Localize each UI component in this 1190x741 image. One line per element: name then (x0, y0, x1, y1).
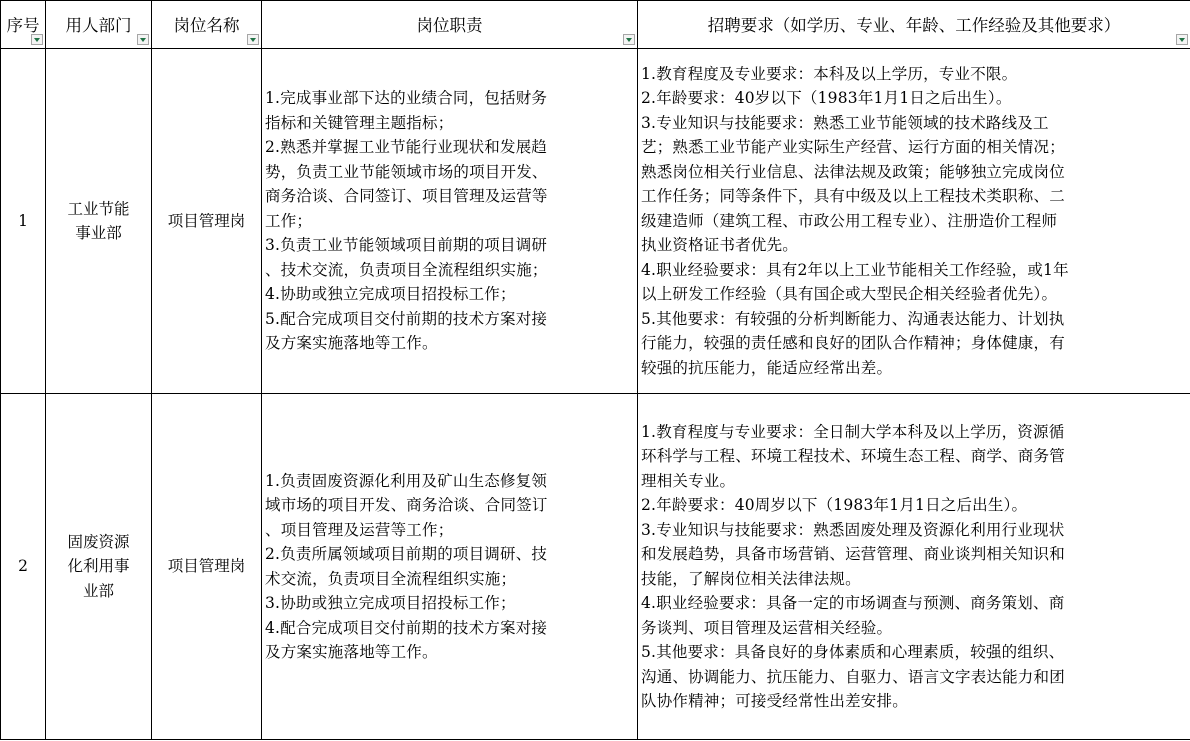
requirement-line: 4.职业经验要求：具有2年以上工业节能相关工作经验，或1年 (641, 260, 1069, 279)
header-requirements: 招聘要求（如学历、专业、年龄、工作经验及其他要求） (638, 1, 1190, 49)
requirement-line: 和发展趋势，具备市场营销、运营管理、商业谈判相关知识和 (641, 545, 1065, 563)
header-index: 序号 (1, 1, 46, 49)
duty-line: 域市场的项目开发、商务洽谈、合同签订 (265, 496, 548, 514)
requirement-line: 5.其他要求：有较强的分析判断能力、沟通表达能力、计划执 (641, 309, 1065, 328)
duty-line: 1.完成事业部下达的业绩合同，包括财务 (265, 89, 548, 108)
duty-line: 1.负责固废资源化利用及矿山生态修复领 (265, 471, 548, 490)
requirement-line: 3.专业知识与技能要求：熟悉工业节能领域的技术路线及工 (641, 113, 1049, 132)
requirement-line: 环科学与工程、环境工程技术、环境生态工程、商学、商务管 (641, 447, 1065, 465)
duty-line: 及方案实施落地等工作。 (265, 334, 438, 353)
header-duties: 岗位职责 (262, 1, 638, 49)
department-line: 固废资源 (67, 532, 130, 551)
header-position: 岗位名称 (152, 1, 262, 49)
index-text: 2 (18, 557, 28, 576)
header-department: 用人部门 (46, 1, 152, 49)
filter-dropdown-icon[interactable] (247, 34, 259, 45)
requirement-line: 执业资格证书者优先。 (641, 236, 799, 255)
requirement-line: 行能力，较强的责任感和良好的团队合作精神；身体健康，有 (641, 334, 1065, 353)
cell-index[interactable] (1, 394, 46, 740)
duty-line: 3.协助或独立完成项目招投标工作； (265, 594, 516, 612)
table-row (1, 394, 1190, 740)
cell-requirements[interactable] (638, 394, 1190, 740)
cell-index[interactable] (1, 49, 46, 394)
cell-requirements[interactable] (638, 49, 1190, 394)
duty-line: 、项目管理及运营等工作； (265, 520, 454, 539)
cell-department[interactable] (46, 49, 152, 394)
duty-line: 势，负责工业节能领域市场的项目开发、 (265, 162, 548, 181)
requirement-line: 熟悉岗位相关行业信息、法律法规及政策；能够独立完成岗位 (641, 162, 1065, 181)
department-line: 事业部 (75, 224, 122, 242)
table-row (1, 49, 1190, 394)
requirement-line: 工作任务；同等条件下，具有中级及以上工程技术类职称、二 (641, 187, 1065, 206)
requirement-line: 3.专业知识与技能要求：熟悉固废处理及资源化利用行业现状 (641, 520, 1065, 539)
requirement-line: 技能，了解岗位相关法律法规。 (641, 569, 861, 588)
duty-line: 商务洽谈、合同签订、项目管理及运营等 (265, 187, 548, 206)
duty-line: 4.配合完成项目交付前期的技术方案对接 (265, 618, 548, 637)
filter-dropdown-icon[interactable] (623, 34, 635, 45)
cell-position[interactable] (152, 394, 262, 740)
requirement-line: 队协作精神；可接受经常性出差安排。 (641, 692, 908, 710)
cell-duties[interactable] (262, 49, 638, 394)
cell-department[interactable] (46, 394, 152, 740)
filter-dropdown-icon[interactable] (31, 34, 43, 45)
duty-line: 工作； (265, 211, 313, 230)
requirement-line: 1.教育程度及专业要求：本科及以上学历，专业不限。 (641, 64, 1018, 83)
table-body (1, 49, 1190, 740)
requirement-line: 2.年龄要求：40周岁以下（1983年1月1日之后出生）。 (641, 496, 1028, 514)
header-row (1, 1, 1190, 49)
requirement-line: 2.年龄要求：40岁以下（1983年1月1日之后出生）。 (641, 89, 1012, 108)
requirement-line: 以上研发工作经验（具有国企或大型民企相关经验者优先）。 (641, 285, 1058, 304)
requirement-line: 1.教育程度与专业要求：全日制大学本科及以上学历，资源循 (641, 422, 1065, 441)
filter-dropdown-icon[interactable] (137, 34, 149, 45)
duty-line: 5.配合完成项目交付前期的技术方案对接 (265, 309, 548, 328)
department-line: 工业节能 (67, 199, 130, 218)
position-text: 项目管理岗 (167, 557, 246, 576)
filter-dropdown-icon[interactable] (1176, 34, 1188, 45)
duty-line: 指标和关键管理主题指标； (265, 113, 454, 132)
requirement-line: 务谈判、项目管理及运营相关经验。 (641, 618, 893, 637)
requirement-line: 沟通、协调能力、抗压能力、自驱力、语言文字表达能力和团 (641, 667, 1065, 686)
duty-line: 3.负责工业节能领域项目前期的项目调研 (265, 236, 548, 255)
duty-line: 2.熟悉并掌握工业节能行业现状和发展趋 (265, 138, 548, 157)
department-line: 业部 (82, 581, 114, 600)
duty-line: 术交流，负责项目全流程组织实施； (265, 569, 517, 588)
cell-position[interactable] (152, 49, 262, 394)
requirement-line: 较强的抗压能力，能适应经常出差。 (641, 358, 893, 377)
requirement-line: 5.其他要求：具备良好的身体素质和心理素质，较强的组织、 (641, 643, 1065, 661)
requirement-line: 级建造师（建筑工程、市政公用工程专业）、注册造价工程师 (641, 211, 1058, 230)
index-text: 1 (18, 211, 28, 230)
duty-line: 及方案实施落地等工作。 (265, 643, 438, 661)
duty-line: 2.负责所属领域项目前期的项目调研、技 (265, 545, 548, 563)
position-text: 项目管理岗 (167, 211, 246, 230)
duty-line: 、技术交流，负责项目全流程组织实施； (265, 260, 548, 279)
cell-duties[interactable] (262, 394, 638, 740)
department-line: 化利用事 (67, 557, 130, 576)
requirement-line: 4.职业经验要求：具备一定的市场调查与预测、商务策划、商 (641, 594, 1065, 612)
duty-line: 4.协助或独立完成项目招投标工作； (265, 285, 516, 304)
requirement-line: 理相关专业。 (641, 471, 736, 490)
requirement-line: 艺；熟悉工业节能产业实际生产经营、运行方面的相关情况； (641, 138, 1065, 157)
